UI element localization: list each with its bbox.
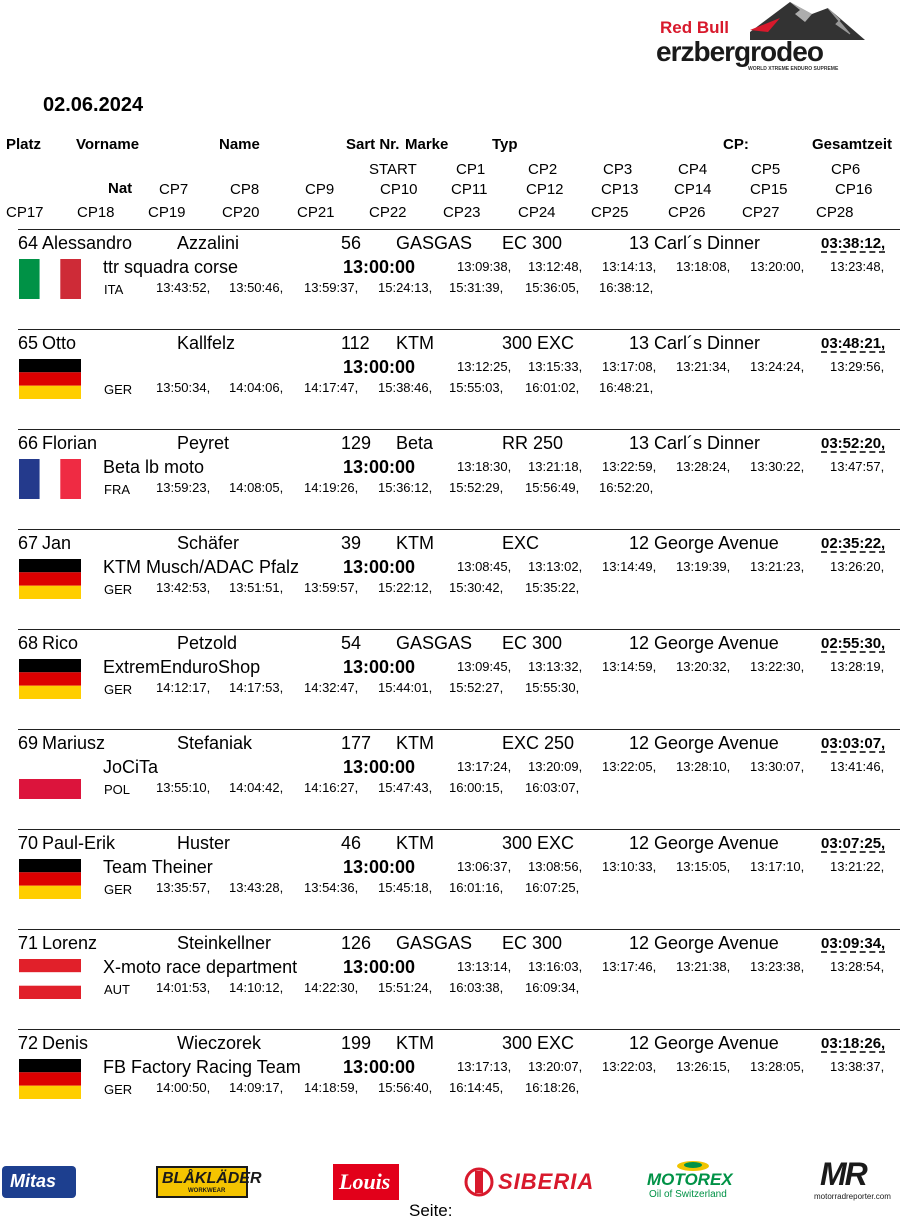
entry-rank: 67 bbox=[18, 533, 39, 553]
entry-cp-time: 13:14:13, bbox=[602, 259, 657, 274]
sponsor-motorradreporter bbox=[812, 1156, 900, 1204]
entry-cp-time: 16:00:15, bbox=[449, 780, 504, 795]
entry-start-time: 13:00:00 bbox=[343, 957, 416, 977]
entry-checkpoint: 12 George Avenue bbox=[629, 733, 779, 753]
cp-header-label: CP9 bbox=[305, 181, 335, 198]
flag-ger-icon bbox=[19, 1059, 81, 1099]
entry-brand: GASGAS bbox=[396, 633, 473, 653]
entry-cp-time: 13:51:51, bbox=[229, 580, 284, 595]
entry-cp-time: 13:21:22, bbox=[830, 859, 885, 874]
entry-cp-time: 13:50:34, bbox=[156, 380, 211, 395]
entry-cp-time: 13:20:07, bbox=[528, 1059, 583, 1074]
cp-header-label: CP4 bbox=[678, 161, 708, 178]
entry-cp-time: 16:38:12, bbox=[599, 280, 654, 295]
siberia-emblem-icon bbox=[464, 1165, 494, 1199]
entry-cp-time: 16:07:25, bbox=[525, 880, 580, 895]
entry-start-number: 177 bbox=[341, 733, 372, 753]
header-typ: Typ bbox=[492, 136, 518, 153]
entry-firstname: Otto bbox=[42, 333, 77, 353]
entry-team: ExtremEnduroShop bbox=[103, 657, 261, 677]
entry-cp-time: 13:35:57, bbox=[156, 880, 211, 895]
entry-divider bbox=[18, 529, 900, 530]
entry-total-time: 03:38:12, bbox=[821, 235, 886, 252]
cp-header-label: CP1 bbox=[456, 161, 486, 178]
cp-header-label: CP19 bbox=[148, 204, 186, 221]
brand-line1: Red Bull bbox=[660, 18, 729, 37]
entry-cp-time: 13:15:05, bbox=[676, 859, 731, 874]
entry-start-time: 13:00:00 bbox=[343, 1057, 416, 1077]
motorex-sub: Oil of Switzerland bbox=[649, 1189, 727, 1200]
entry-lastname: Steinkellner bbox=[177, 933, 272, 953]
entry-cp-time: 16:18:26, bbox=[525, 1080, 580, 1095]
entry-total-time: 03:07:25, bbox=[821, 835, 886, 852]
entry-cp-time: 14:08:05, bbox=[229, 480, 284, 495]
entry-cp-time: 13:14:49, bbox=[602, 559, 657, 574]
mitas-label: Mitas bbox=[10, 1171, 57, 1191]
entry-brand: KTM bbox=[396, 1033, 434, 1053]
entry-rank: 65 bbox=[18, 333, 39, 353]
header-marke: Marke bbox=[405, 136, 449, 153]
entry-model: 300 EXC bbox=[502, 833, 575, 853]
flag-ita-icon bbox=[19, 259, 81, 299]
entry-cp-time: 13:17:46, bbox=[602, 959, 657, 974]
entry-model: EC 300 bbox=[502, 633, 563, 653]
erzbergrodeo-logo bbox=[650, 0, 880, 78]
entry-cp-time: 14:18:59, bbox=[304, 1080, 359, 1095]
entry-lastname: Kallfelz bbox=[177, 333, 236, 353]
entry-cp-time: 13:24:24, bbox=[750, 359, 805, 374]
header-cp: CP: bbox=[723, 136, 749, 153]
entry-cp-time: 15:38:46, bbox=[378, 380, 433, 395]
brand-tagline: WORLD XTREME ENDURO SUPREME bbox=[748, 66, 839, 72]
entry-start-time: 13:00:00 bbox=[343, 557, 416, 577]
entry-cp-time: 13:47:57, bbox=[830, 459, 885, 474]
blaklader-label: BLÅKLÄDER bbox=[162, 1170, 262, 1187]
entry-start-time: 13:00:00 bbox=[343, 857, 416, 877]
louis-label: Louis bbox=[339, 1169, 391, 1194]
entry-cp-time: 13:28:54, bbox=[830, 959, 885, 974]
entry-cp-time: 13:17:24, bbox=[457, 759, 512, 774]
sponsor-mitas bbox=[2, 1166, 76, 1198]
entry-cp-time: 13:23:48, bbox=[830, 259, 885, 274]
entry-cp-time: 13:43:52, bbox=[156, 280, 211, 295]
entry-start-time: 13:00:00 bbox=[343, 357, 416, 377]
entry-cp-time: 14:09:17, bbox=[229, 1080, 284, 1095]
entry-start-number: 46 bbox=[341, 833, 362, 853]
entry-checkpoint: 12 George Avenue bbox=[629, 633, 779, 653]
entry-team: ttr squadra corse bbox=[103, 257, 239, 277]
entry-start-time: 13:00:00 bbox=[343, 657, 416, 677]
entry-total-time: 03:03:07, bbox=[821, 735, 886, 752]
entry-cp-time: 16:09:34, bbox=[525, 980, 580, 995]
entry-start-number: 112 bbox=[341, 333, 370, 353]
entry-cp-time: 14:19:26, bbox=[304, 480, 359, 495]
entry-cp-time: 16:01:02, bbox=[525, 380, 580, 395]
entry-cp-time: 15:31:39, bbox=[449, 280, 504, 295]
entry-cp-time: 13:21:18, bbox=[528, 459, 583, 474]
entry-cp-time: 14:17:53, bbox=[229, 680, 284, 695]
siberia-label: SIBERIA bbox=[498, 1169, 595, 1194]
entry-cp-time: 14:12:17, bbox=[156, 680, 211, 695]
cp-header-label: CP14 bbox=[674, 181, 712, 198]
entry-model: EC 300 bbox=[502, 233, 563, 253]
entry-nation: GER bbox=[104, 382, 133, 397]
entry-divider bbox=[18, 1029, 900, 1030]
entry-cp-time: 16:03:07, bbox=[525, 780, 580, 795]
entry-cp-time: 13:43:28, bbox=[229, 880, 284, 895]
entry-cp-time: 14:04:42, bbox=[229, 780, 284, 795]
entry-team: X-moto race department bbox=[103, 957, 298, 977]
entry-team: KTM Musch/ADAC Pfalz bbox=[103, 557, 300, 577]
entry-cp-time: 13:50:46, bbox=[229, 280, 284, 295]
entry-cp-time: 13:29:56, bbox=[830, 359, 885, 374]
cp-header-label: CP13 bbox=[601, 181, 639, 198]
entry-cp-time: 13:59:57, bbox=[304, 580, 359, 595]
flag-fra-icon bbox=[19, 459, 81, 499]
mr-label: MR bbox=[820, 1156, 866, 1192]
entry-nation: GER bbox=[104, 1082, 133, 1097]
entry-start-number: 129 bbox=[341, 433, 372, 453]
entry-rank: 66 bbox=[18, 433, 39, 453]
entry-lastname: Stefaniak bbox=[177, 733, 253, 753]
entry-cp-time: 13:08:56, bbox=[528, 859, 583, 874]
sponsor-louis bbox=[333, 1164, 399, 1200]
header-vorname: Vorname bbox=[76, 136, 140, 153]
entry-cp-time: 15:44:01, bbox=[378, 680, 433, 695]
entry-cp-time: 13:13:02, bbox=[528, 559, 583, 574]
entry-cp-time: 13:12:48, bbox=[528, 259, 583, 274]
entry-checkpoint: 13 Carl´s Dinner bbox=[629, 333, 761, 353]
entry-team: Team Theiner bbox=[103, 857, 213, 877]
entry-lastname: Azzalini bbox=[177, 233, 240, 253]
entry-divider bbox=[18, 929, 900, 930]
entry-cp-time: 13:09:38, bbox=[457, 259, 512, 274]
entry-rank: 64 bbox=[18, 233, 39, 253]
entry-cp-time: 13:38:37, bbox=[830, 1059, 885, 1074]
entry-brand: Beta bbox=[396, 433, 434, 453]
entry-cp-time: 13:18:08, bbox=[676, 259, 731, 274]
cp-header-label: CP3 bbox=[603, 161, 633, 178]
entry-cp-time: 13:28:19, bbox=[830, 659, 885, 674]
entry-total-time: 03:52:20, bbox=[821, 435, 886, 452]
entry-start-number: 54 bbox=[341, 633, 362, 653]
entry-cp-time: 13:17:08, bbox=[602, 359, 657, 374]
entry-start-time: 13:00:00 bbox=[343, 457, 416, 477]
entry-total-time: 03:18:26, bbox=[821, 1035, 886, 1052]
entry-divider bbox=[18, 429, 900, 430]
race-date: 02.06.2024 bbox=[43, 94, 144, 116]
entry-cp-time: 13:54:36, bbox=[304, 880, 359, 895]
entry-cp-time: 13:22:59, bbox=[602, 459, 657, 474]
sponsor-siberia bbox=[464, 1164, 594, 1200]
cp-header-label: CP26 bbox=[668, 204, 706, 221]
entry-cp-time: 14:16:27, bbox=[304, 780, 359, 795]
entry-model: 300 EXC bbox=[502, 1033, 575, 1053]
mr-sub: motorradreporter.com bbox=[814, 1192, 891, 1201]
entry-firstname: Alessandro bbox=[42, 233, 133, 253]
entry-brand: KTM bbox=[396, 533, 434, 553]
entry-divider bbox=[18, 629, 900, 630]
entry-cp-time: 16:03:38, bbox=[449, 980, 504, 995]
entry-cp-time: 16:48:21, bbox=[599, 380, 654, 395]
entry-start-time: 13:00:00 bbox=[343, 757, 416, 777]
entry-cp-time: 15:45:18, bbox=[378, 880, 433, 895]
entry-start-time: 13:00:00 bbox=[343, 257, 416, 277]
entry-rank: 68 bbox=[18, 633, 39, 653]
brand-line2: erzbergrodeo bbox=[656, 36, 823, 67]
entry-team: JoCiTa bbox=[103, 757, 159, 777]
cp-header-label: CP20 bbox=[222, 204, 260, 221]
entry-cp-time: 14:17:47, bbox=[304, 380, 359, 395]
entry-cp-time: 16:01:16, bbox=[449, 880, 504, 895]
entry-cp-time: 15:22:12, bbox=[378, 580, 433, 595]
entry-cp-time: 13:26:15, bbox=[676, 1059, 731, 1074]
cp-header-label: CP2 bbox=[528, 161, 558, 178]
entry-nation: FRA bbox=[104, 482, 130, 497]
blaklader-sub: WORKWEAR bbox=[188, 1188, 226, 1194]
entry-firstname: Jan bbox=[42, 533, 72, 553]
entry-cp-time: 13:42:53, bbox=[156, 580, 211, 595]
cp-header-label: CP16 bbox=[835, 181, 873, 198]
entry-cp-time: 14:00:50, bbox=[156, 1080, 211, 1095]
entry-firstname: Florian bbox=[42, 433, 98, 453]
header-name: Name bbox=[219, 136, 260, 153]
entry-team: Beta lb moto bbox=[103, 457, 205, 477]
entry-nation: ITA bbox=[104, 282, 124, 297]
entry-cp-time: 13:13:32, bbox=[528, 659, 583, 674]
entry-divider bbox=[18, 329, 900, 330]
entry-cp-time: 15:36:12, bbox=[378, 480, 433, 495]
entry-cp-time: 14:10:12, bbox=[229, 980, 284, 995]
entry-cp-time: 15:56:40, bbox=[378, 1080, 433, 1095]
entry-model: EXC 250 bbox=[502, 733, 575, 753]
cp-header-label: CP24 bbox=[518, 204, 556, 221]
entry-divider bbox=[18, 829, 900, 830]
flag-ger-icon bbox=[19, 659, 81, 699]
entry-nation: AUT bbox=[104, 982, 130, 997]
entry-cp-time: 13:28:24, bbox=[676, 459, 731, 474]
cp-header-label: CP7 bbox=[159, 181, 189, 198]
entry-cp-time: 13:21:34, bbox=[676, 359, 731, 374]
cp-header-label: CP21 bbox=[297, 204, 335, 221]
entry-nation: POL bbox=[104, 782, 131, 797]
cp-header-label: CP12 bbox=[526, 181, 564, 198]
entry-checkpoint: 12 George Avenue bbox=[629, 833, 779, 853]
entry-cp-time: 13:30:22, bbox=[750, 459, 805, 474]
entry-cp-time: 15:30:42, bbox=[449, 580, 504, 595]
cp-header-label: CP23 bbox=[443, 204, 481, 221]
entry-cp-time: 13:30:07, bbox=[750, 759, 805, 774]
flag-aut-icon bbox=[19, 959, 81, 999]
entry-cp-time: 13:59:37, bbox=[304, 280, 359, 295]
entry-cp-time: 13:55:10, bbox=[156, 780, 211, 795]
entry-brand: GASGAS bbox=[396, 933, 473, 953]
entry-brand: KTM bbox=[396, 333, 434, 353]
entry-brand: KTM bbox=[396, 833, 434, 853]
motorex-label: MOTOREX bbox=[647, 1170, 733, 1189]
entry-total-time: 03:48:21, bbox=[821, 335, 886, 352]
entry-firstname: Paul-Erik bbox=[42, 833, 116, 853]
entry-cp-time: 14:32:47, bbox=[304, 680, 359, 695]
entry-cp-time: 15:47:43, bbox=[378, 780, 433, 795]
entry-cp-time: 15:36:05, bbox=[525, 280, 580, 295]
entry-cp-time: 15:52:29, bbox=[449, 480, 504, 495]
cp-header-label: CP5 bbox=[751, 161, 781, 178]
sponsor-blaklader bbox=[156, 1166, 262, 1198]
entry-cp-time: 13:09:45, bbox=[457, 659, 512, 674]
entry-cp-time: 13:12:25, bbox=[457, 359, 512, 374]
sponsor-motorex bbox=[645, 1158, 741, 1202]
entry-lastname: Wieczorek bbox=[177, 1033, 262, 1053]
entry-rank: 69 bbox=[18, 733, 39, 753]
entry-cp-time: 15:55:30, bbox=[525, 680, 580, 695]
entry-total-time: 02:35:22, bbox=[821, 535, 886, 552]
entry-team: FB Factory Racing Team bbox=[103, 1057, 301, 1077]
entry-firstname: Denis bbox=[42, 1033, 89, 1053]
entry-cp-time: 15:51:24, bbox=[378, 980, 433, 995]
entry-firstname: Lorenz bbox=[42, 933, 98, 953]
entry-cp-time: 13:14:59, bbox=[602, 659, 657, 674]
entry-cp-time: 13:15:33, bbox=[528, 359, 583, 374]
entry-lastname: Petzold bbox=[177, 633, 238, 653]
entry-checkpoint: 12 George Avenue bbox=[629, 933, 779, 953]
entry-cp-time: 15:55:03, bbox=[449, 380, 504, 395]
entry-cp-time: 13:28:10, bbox=[676, 759, 731, 774]
entry-cp-time: 13:17:10, bbox=[750, 859, 805, 874]
entry-total-time: 03:09:34, bbox=[821, 935, 886, 952]
entry-checkpoint: 12 George Avenue bbox=[629, 1033, 779, 1053]
entry-cp-time: 13:28:05, bbox=[750, 1059, 805, 1074]
entry-checkpoint: 13 Carl´s Dinner bbox=[629, 233, 761, 253]
flag-ger-icon bbox=[19, 359, 81, 399]
entry-rank: 70 bbox=[18, 833, 39, 853]
entry-cp-time: 13:41:46, bbox=[830, 759, 885, 774]
entry-checkpoint: 12 George Avenue bbox=[629, 533, 779, 553]
entry-cp-time: 16:14:45, bbox=[449, 1080, 504, 1095]
header-gesamtzeit: Gesamtzeit bbox=[812, 136, 893, 153]
entry-cp-time: 13:21:38, bbox=[676, 959, 731, 974]
entry-brand: GASGAS bbox=[396, 233, 473, 253]
flag-ger-icon bbox=[19, 859, 81, 899]
entry-model: EC 300 bbox=[502, 933, 563, 953]
entry-model: RR 250 bbox=[502, 433, 564, 453]
entry-cp-time: 13:22:30, bbox=[750, 659, 805, 674]
cp-header-label: CP11 bbox=[451, 181, 488, 198]
entry-cp-time: 13:19:39, bbox=[676, 559, 731, 574]
entry-cp-time: 13:20:00, bbox=[750, 259, 805, 274]
page-label: Seite: bbox=[409, 1201, 453, 1220]
entry-cp-time: 14:04:06, bbox=[229, 380, 284, 395]
entry-cp-time: 13:59:23, bbox=[156, 480, 211, 495]
entry-cp-time: 13:17:13, bbox=[457, 1059, 512, 1074]
entry-start-number: 126 bbox=[341, 933, 372, 953]
entry-cp-time: 15:56:49, bbox=[525, 480, 580, 495]
entry-nation: GER bbox=[104, 882, 133, 897]
entry-cp-time: 13:21:23, bbox=[750, 559, 805, 574]
entry-cp-time: 14:22:30, bbox=[304, 980, 359, 995]
cp-header-label: CP10 bbox=[380, 181, 418, 198]
entry-divider bbox=[18, 229, 900, 230]
entry-start-number: 199 bbox=[341, 1033, 372, 1053]
entry-cp-time: 13:26:20, bbox=[830, 559, 885, 574]
entry-lastname: Peyret bbox=[177, 433, 230, 453]
entry-model: 300 EXC bbox=[502, 333, 575, 353]
cp-header-label: CP6 bbox=[831, 161, 861, 178]
header-platz: Platz bbox=[6, 136, 42, 153]
entry-cp-time: 13:22:03, bbox=[602, 1059, 657, 1074]
cp-header-label: CP28 bbox=[816, 204, 854, 221]
entry-cp-time: 13:18:30, bbox=[457, 459, 512, 474]
entry-firstname: Rico bbox=[42, 633, 79, 653]
entry-cp-time: 16:52:20, bbox=[599, 480, 654, 495]
cp-header-label: CP18 bbox=[77, 204, 115, 221]
entry-nation: GER bbox=[104, 582, 133, 597]
entry-cp-time: 15:24:13, bbox=[378, 280, 433, 295]
entry-cp-time: 13:23:38, bbox=[750, 959, 805, 974]
entry-cp-time: 13:22:05, bbox=[602, 759, 657, 774]
entry-cp-time: 13:13:14, bbox=[457, 959, 512, 974]
entry-cp-time: 13:16:03, bbox=[528, 959, 583, 974]
entry-cp-time: 15:52:27, bbox=[449, 680, 504, 695]
entry-cp-time: 13:08:45, bbox=[457, 559, 512, 574]
entry-nation: GER bbox=[104, 682, 133, 697]
cp-header-label: CP25 bbox=[591, 204, 629, 221]
cp-header-label: CP17 bbox=[6, 204, 44, 221]
entry-total-time: 02:55:30, bbox=[821, 635, 886, 652]
flag-ger-icon bbox=[19, 559, 81, 599]
header-start: START bbox=[369, 161, 417, 178]
entry-divider bbox=[18, 729, 900, 730]
entry-start-number: 56 bbox=[341, 233, 362, 253]
header-startnr: Sart Nr. bbox=[346, 136, 400, 153]
entry-cp-time: 13:20:09, bbox=[528, 759, 583, 774]
entry-checkpoint: 13 Carl´s Dinner bbox=[629, 433, 761, 453]
entry-start-number: 39 bbox=[341, 533, 362, 553]
entry-cp-time: 13:06:37, bbox=[457, 859, 512, 874]
entry-cp-time: 14:01:53, bbox=[156, 980, 211, 995]
entry-rank: 72 bbox=[18, 1033, 39, 1053]
entry-cp-time: 13:20:32, bbox=[676, 659, 731, 674]
entry-cp-time: 13:10:33, bbox=[602, 859, 657, 874]
entry-brand: KTM bbox=[396, 733, 434, 753]
entry-firstname: Mariusz bbox=[42, 733, 106, 753]
cp-header-label: CP27 bbox=[742, 204, 780, 221]
entry-lastname: Huster bbox=[177, 833, 231, 853]
entry-lastname: Schäfer bbox=[177, 533, 240, 553]
entry-rank: 71 bbox=[18, 933, 39, 953]
flag-pol-icon bbox=[19, 759, 81, 799]
cp-header-label: CP15 bbox=[750, 181, 788, 198]
entry-model: EXC bbox=[502, 533, 540, 553]
entry-cp-time: 15:35:22, bbox=[525, 580, 580, 595]
cp-header-label: CP22 bbox=[369, 204, 407, 221]
header-nat: Nat bbox=[108, 180, 133, 197]
cp-header-label: CP8 bbox=[230, 181, 260, 198]
